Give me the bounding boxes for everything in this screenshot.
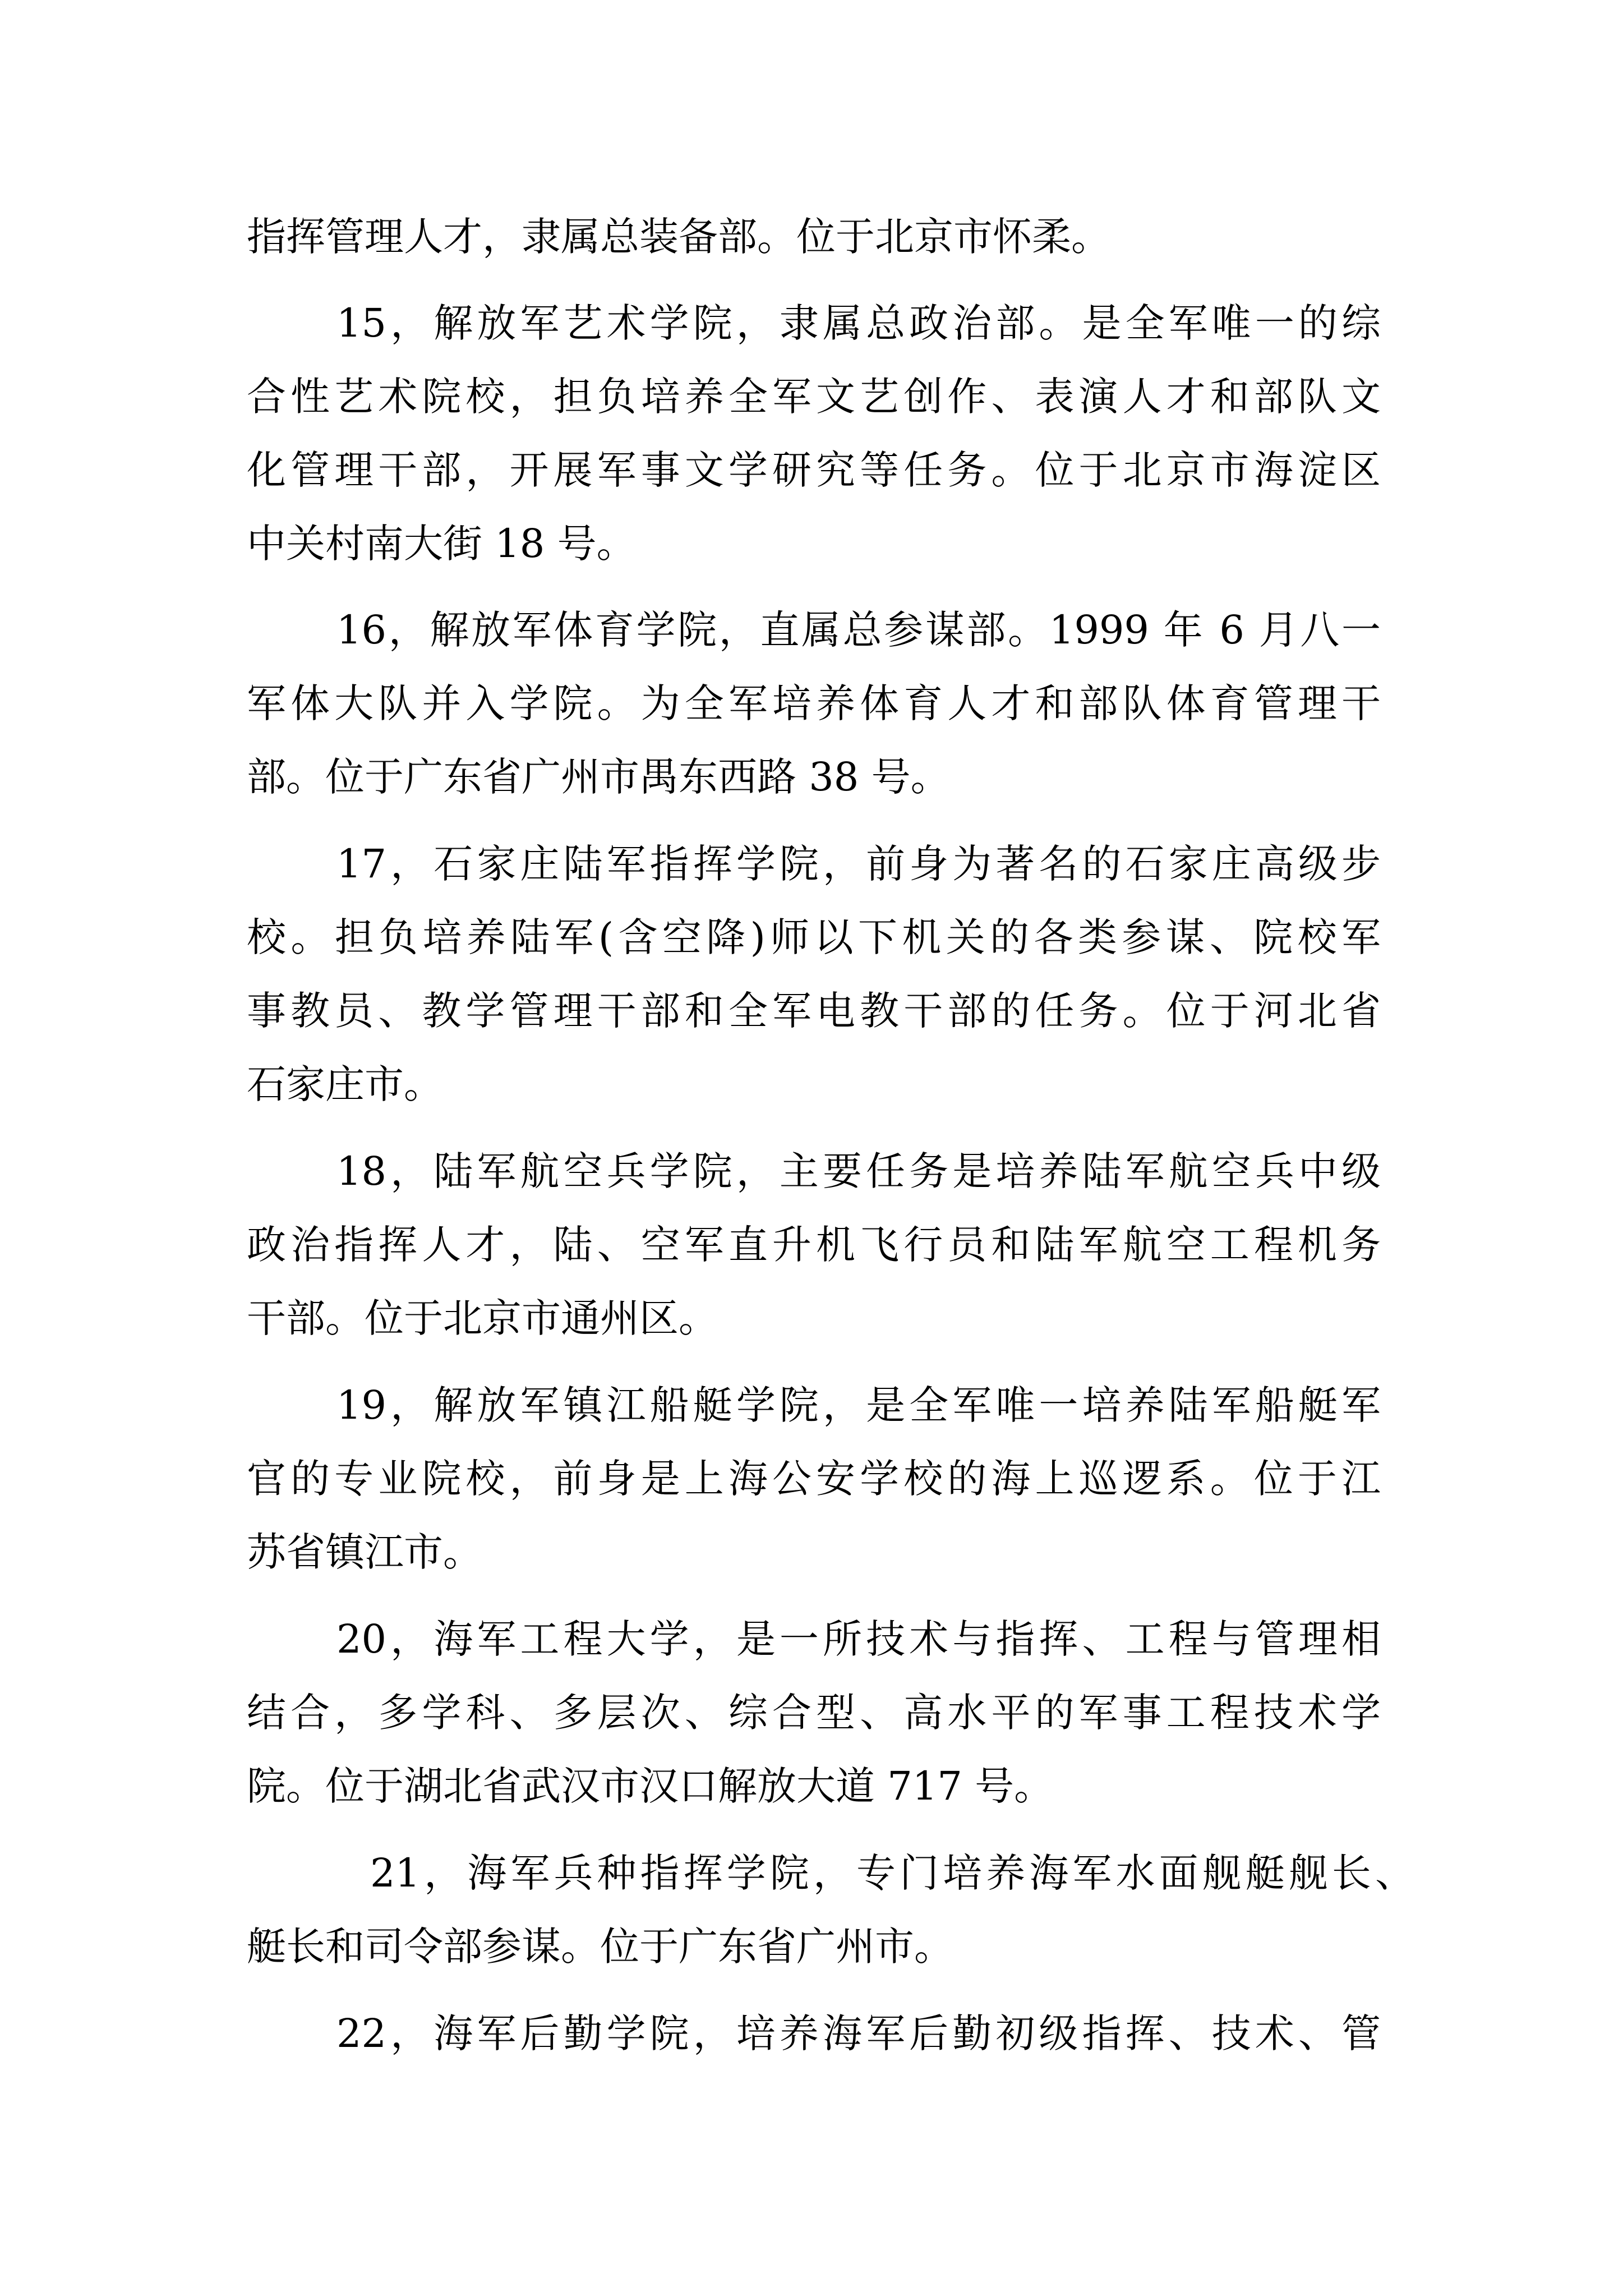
text-line: 21，海军兵种指挥学院，专门培养海军水面舰艇舰长、	[370, 1850, 1414, 1896]
text-line: 军体大队并入学院。为全军培养体育人才和部队体育管理干	[247, 680, 1381, 726]
text-line: 官的专业院校，前身是上海公安学校的海上巡逻系。位于江	[247, 1456, 1381, 1502]
text-line: 部。位于广东省广州市禺东西路 38 号。	[247, 754, 950, 800]
text-line: 中关村南大街 18 号。	[247, 521, 636, 567]
text-line: 事教员、教学管理干部和全军电教干部的任务。位于河北省	[247, 988, 1381, 1034]
text-line: 16，解放军体育学院，直属总参谋部。1999 年 6 月八一	[336, 607, 1381, 653]
text-line: 15，解放军艺术学院，隶属总政治部。是全军唯一的综	[336, 300, 1381, 346]
text-line: 17，石家庄陆军指挥学院，前身为著名的石家庄高级步	[336, 841, 1381, 887]
text-line: 校。担负培养陆军(含空降)师以下机关的各类参谋、院校军	[247, 914, 1381, 960]
text-line: 22，海军后勤学院，培养海军后勤初级指挥、技术、管	[336, 2010, 1381, 2056]
text-line: 政治指挥人才，陆、空军直升机飞行员和陆军航空工程机务	[247, 1222, 1381, 1268]
text-line: 苏省镇江市。	[247, 1529, 482, 1575]
text-line: 18，陆军航空兵学院，主要任务是培养陆军航空兵中级	[336, 1148, 1381, 1194]
text-line: 20，海军工程大学，是一所技术与指挥、工程与管理相	[336, 1616, 1381, 1662]
text-line: 干部。位于北京市通州区。	[247, 1295, 718, 1341]
text-line: 化管理干部，开展军事文学研究等任务。位于北京市海淀区	[247, 447, 1381, 493]
text-line: 19，解放军镇江船艇学院，是全军唯一培养陆军船艇军	[336, 1382, 1381, 1428]
text-line: 合性艺术院校，担负培养全军文艺创作、表演人才和部队文	[247, 374, 1381, 420]
text-line: 结合，多学科、多层次、综合型、高水平的军事工程技术学	[247, 1690, 1381, 1736]
text-line: 指挥管理人才，隶属总装备部。位于北京市怀柔。	[247, 214, 1110, 260]
text-line: 石家庄市。	[247, 1061, 443, 1107]
text-line: 艇长和司令部参谋。位于广东省广州市。	[247, 1924, 953, 1970]
text-line: 院。位于湖北省武汉市汉口解放大道 717 号。	[247, 1763, 1054, 1809]
